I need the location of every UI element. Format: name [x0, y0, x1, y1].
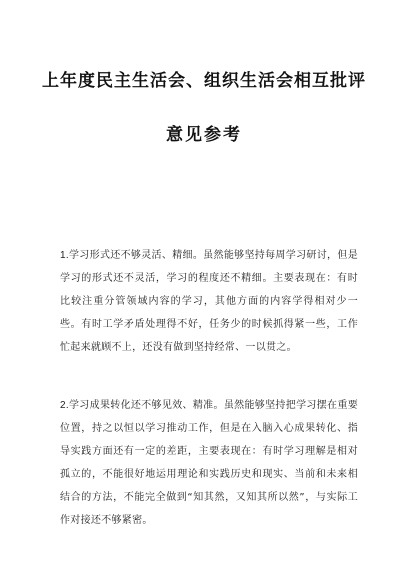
paragraph-number: 1.: [60, 250, 69, 261]
document-subtitle: 意见参考: [166, 125, 242, 145]
paragraph-number: 2.: [60, 400, 69, 411]
paragraph: [60, 394, 358, 532]
paragraph-text: 学习成果转化还不够见效、精准。虽然能够坚持把学习摆在重要位置，持之以恒以学习推动工作，但是在入脑入心成果转化、指导实践方面还有一定的差距，主要表现在：有时学习理解是相对孤立的，不能很好地运用理论和实践历史和现实、当前和未来相结合的方法，不能完全做到“知其然，又知其所以然”，与实际工作对接还不够紧密。: [60, 400, 358, 526]
document-title: 上年度民主生活会、组织生活会相互批评: [42, 71, 366, 91]
paragraph: [60, 244, 358, 359]
paragraph-text: 学习形式还不够灵活、精细。虽然能够坚持每周学习研讨，但是学习的形式还不灵活，学习的程度还不精细。主要表现在：有时比较注重分管领域内容的学习，其他方面的内容学得相对少一些。有时工学矛盾处理得不好，任务少的时候抓得紧一些，工作忙起来就顾不上，还没有做到坚持经常、一以贯之。: [60, 250, 358, 353]
